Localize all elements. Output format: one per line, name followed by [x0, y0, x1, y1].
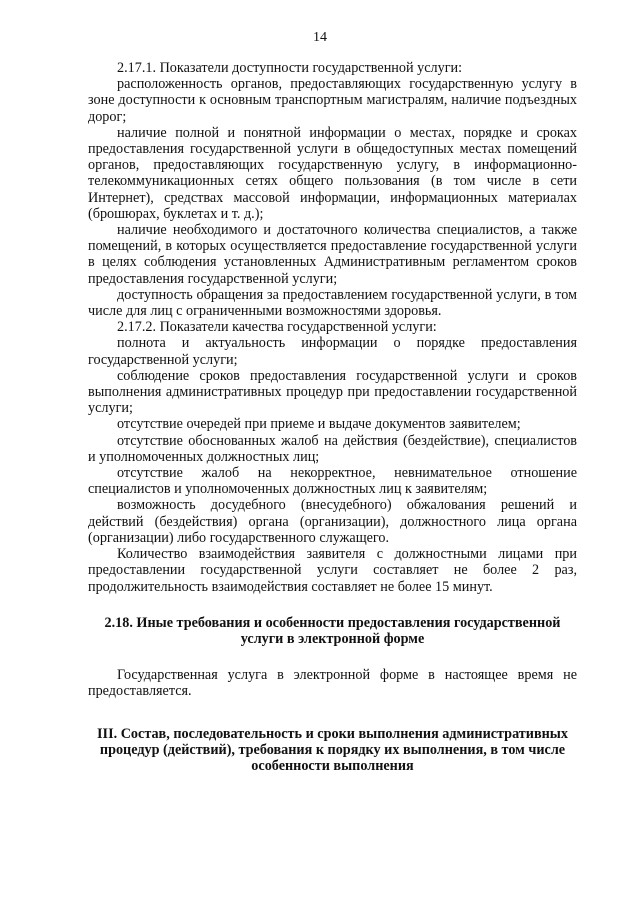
section-heading-iii: III. Состав, последовательность и сроки выполнения административных процедур (действий), требования к порядку их выполнения, в том числе особенности выполнения: [97, 725, 568, 774]
paragraph-accessibility: доступность обращения за предоставлением государственной услуги, в том числе для лиц с ограниченными возможностями здоровья.: [88, 286, 577, 320]
paragraph-no-complaints: отсутствие обоснованных жалоб на действия (бездействие), специалистов и уполномоченных должностных лиц;: [88, 432, 577, 465]
paragraph-location: расположенность органов, предоставляющих государственную услугу в зоне доступности к основным транспортным магистралям, наличие подъездных дорог;: [88, 76, 577, 125]
paragraph-electronic-form: Государственная услуга в электронной форме в настоящее время не предоставляется.: [88, 667, 577, 700]
paragraph-appeal: возможность досудебного (внесудебного) обжалования решений и действий (бездействия) органа (организации), должностного лица органа (организации) либо государственного служащего.: [88, 497, 577, 546]
paragraph-2-17-1-title: 2.17.1. Показатели доступности государственной услуги:: [117, 60, 463, 76]
page-number: 14: [313, 30, 327, 45]
section-heading-2-18: 2.18. Иные требования и особенности предоставления государственной услуги в электронной форме: [104, 614, 561, 647]
paragraph-no-incorrect-attitude: отсутствие жалоб на некорректное, невнимательное отношение специалистов и уполномоченных должностных лиц к заявителям;: [88, 465, 577, 498]
paragraph-completeness: полнота и актуальность информации о порядке предоставления государственной услуги;: [88, 335, 577, 368]
document-body: [88, 60, 577, 774]
paragraph-information: наличие полной и понятной информации о местах, порядке и сроках предоставления государственной услуги в общедоступных местах помещений органов, предоставляющих государственную услугу, в информационно-телекоммуникационных сетях общего пользования (в том числе в сети Интернет), средствах массовой информации, информационных материалах (брошюрах, буклетах и т. д.);: [88, 124, 577, 222]
paragraph-specialists: наличие необходимого и достаточного количества специалистов, а также помещений, в которых осуществляется предоставление государственной услуги в целях соблюдения установленных Административным регламентом сроков предоставления государственной услуги;: [88, 222, 577, 287]
paragraph-interaction-count: Количество взаимодействия заявителя с должностными лицами при предоставлении государственной услуги составляет не более 2 раз, продолжительность взаимодействия составляет не более 15 минут.: [88, 546, 577, 595]
paragraph-no-queues: отсутствие очередей при приеме и выдаче документов заявителем;: [117, 416, 521, 433]
paragraph-2-17-2-title: 2.17.2. Показатели качества государственной услуги:: [117, 319, 437, 336]
paragraph-deadlines: соблюдение сроков предоставления государственной услуги и сроков выполнения административных процедур при предоставлении государственной услуги;: [88, 367, 577, 417]
